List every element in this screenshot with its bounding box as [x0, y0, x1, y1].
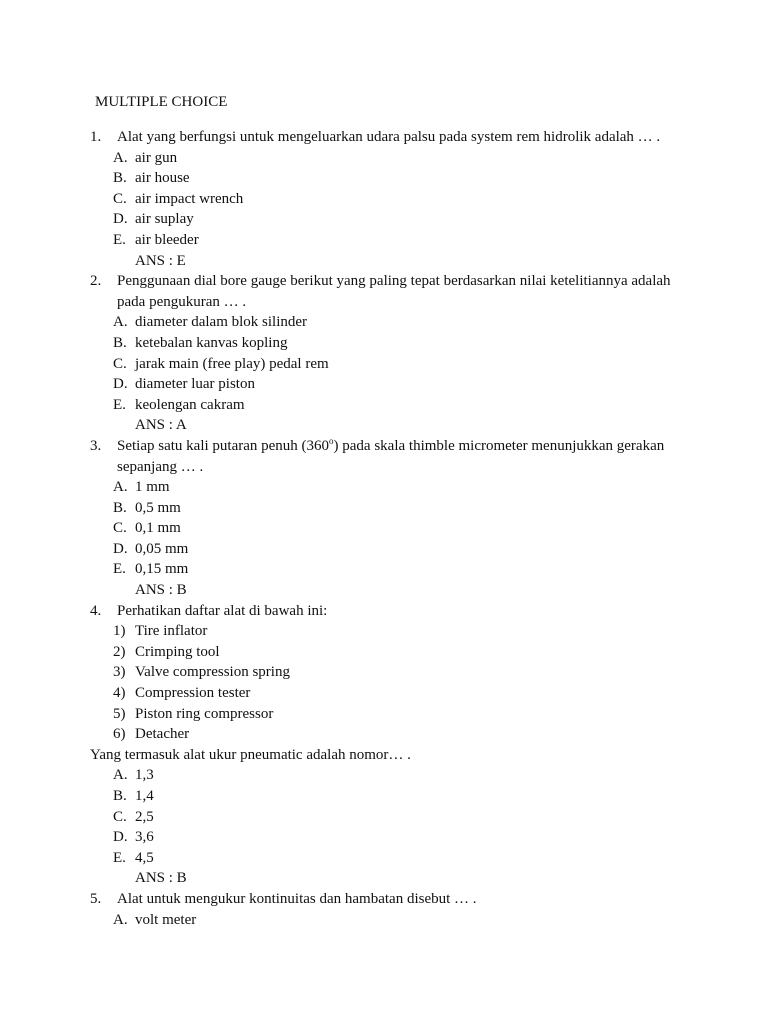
- followup-text: Yang termasuk alat ukur pneumatic adalah nomor… .: [90, 746, 411, 763]
- option-letter: D.: [113, 540, 128, 557]
- tool-list-number: 3): [113, 664, 126, 681]
- option-a: [0, 477, 768, 498]
- option-text: 3,6: [135, 829, 154, 846]
- tool-list-text: Valve compression spring: [135, 664, 290, 681]
- degree-superscript: o: [329, 435, 334, 446]
- question-text-continued: sepanjang … .: [117, 458, 204, 475]
- question-text: Alat untuk mengukur kontinuitas dan hambatan disebut … .: [117, 890, 477, 907]
- answer-key: [0, 580, 768, 601]
- tool-list-number: 4): [113, 685, 126, 702]
- option-e: [0, 848, 768, 869]
- option-letter: A.: [113, 767, 128, 784]
- option-text: air impact wrench: [135, 190, 244, 207]
- question-text: Alat yang berfungsi untuk mengeluarkan udara palsu pada system rem hidrolik adalah … .: [117, 129, 661, 145]
- question-text-part: ) pada skala thimble micrometer menunjukkan gerakan: [333, 437, 665, 454]
- question-4-followup: [0, 745, 768, 766]
- answer-key: [0, 868, 768, 889]
- question-text-part: Setiap satu kali putaran penuh (360: [117, 437, 330, 454]
- option-letter: A.: [113, 911, 128, 928]
- tool-list-number: 5): [113, 705, 126, 722]
- option-text: air bleeder: [135, 231, 199, 248]
- option-a: [0, 765, 768, 786]
- option-c: [0, 354, 768, 375]
- tool-list-number: 6): [113, 726, 126, 743]
- option-letter: A.: [113, 149, 128, 166]
- tool-list-number: 2): [113, 643, 126, 660]
- question-1-stem: [0, 127, 768, 148]
- option-text: jarak main (free play) pedal rem: [135, 355, 329, 372]
- option-text: air suplay: [135, 211, 194, 228]
- option-b: [0, 786, 768, 807]
- question-text: [117, 436, 664, 457]
- option-text: volt meter: [135, 911, 197, 928]
- tool-list-item: [0, 683, 768, 704]
- question-3-stem-continued: [0, 457, 768, 478]
- question-2-stem: [0, 271, 768, 292]
- question-number: 2.: [90, 273, 102, 290]
- option-letter: A.: [113, 314, 128, 331]
- tool-list-item: [0, 724, 768, 745]
- option-b: [0, 333, 768, 354]
- answer-text: ANS : A: [135, 417, 187, 434]
- option-text: air gun: [135, 149, 178, 166]
- answer-key: [0, 251, 768, 272]
- tool-list-text: Piston ring compressor: [135, 705, 274, 722]
- question-text-continued: pada pengukuran … .: [117, 293, 247, 310]
- option-a: [0, 148, 768, 169]
- option-letter: C.: [113, 808, 127, 825]
- option-letter: B.: [113, 170, 127, 187]
- option-c: [0, 189, 768, 210]
- option-c: [0, 518, 768, 539]
- question-2-stem-continued: [0, 292, 768, 313]
- option-text: 0,15 mm: [135, 561, 189, 578]
- option-letter: C.: [113, 355, 127, 372]
- option-text: 4,5: [135, 849, 154, 866]
- tool-list-item: [0, 704, 768, 725]
- answer-text: ANS : B: [135, 582, 187, 599]
- tool-list-text: Detacher: [135, 726, 190, 743]
- tool-list-number: 1): [113, 623, 126, 640]
- question-text: Perhatikan daftar alat di bawah ini:: [117, 602, 328, 619]
- tool-list-item: [0, 621, 768, 642]
- option-b: [0, 168, 768, 189]
- option-text: diameter dalam blok silinder: [135, 314, 308, 331]
- option-text: 0,1 mm: [135, 520, 181, 537]
- question-3-stem: [0, 436, 768, 457]
- option-d: [0, 209, 768, 230]
- option-text: keolengan cakram: [135, 396, 245, 413]
- tool-list-text: Tire inflator: [135, 623, 208, 640]
- option-text: 0,5 mm: [135, 499, 181, 516]
- option-letter: E.: [113, 561, 126, 578]
- option-letter: A.: [113, 479, 128, 496]
- question-list: [0, 127, 768, 930]
- option-letter: C.: [113, 520, 127, 537]
- option-e: [0, 395, 768, 416]
- option-e: [0, 230, 768, 251]
- tool-list-text: Crimping tool: [135, 643, 220, 660]
- tool-list-item: [0, 642, 768, 663]
- option-letter: D.: [113, 211, 128, 228]
- option-text: ketebalan kanvas kopling: [135, 334, 288, 351]
- option-letter: E.: [113, 396, 126, 413]
- option-text: 1,3: [135, 767, 154, 784]
- option-c: [0, 807, 768, 828]
- option-letter: B.: [113, 788, 127, 804]
- option-letter: D.: [113, 376, 128, 393]
- option-letter: B.: [113, 334, 127, 351]
- option-d: [0, 827, 768, 848]
- answer-text: ANS : B: [135, 870, 187, 887]
- option-text: 1 mm: [135, 479, 170, 496]
- answer-text: ANS : E: [135, 252, 186, 269]
- option-a: [0, 312, 768, 333]
- question-number: 4.: [90, 602, 102, 619]
- option-letter: D.: [113, 829, 128, 846]
- option-letter: C.: [113, 190, 127, 207]
- option-text: 0,05 mm: [135, 540, 189, 557]
- option-letter: B.: [113, 499, 127, 516]
- answer-key: [0, 415, 768, 436]
- option-b: [0, 498, 768, 519]
- option-d: [0, 539, 768, 560]
- option-e: [0, 559, 768, 580]
- question-text: Penggunaan dial bore gauge berikut yang paling tepat berdasarkan nilai ketelitiannya adalah: [117, 273, 671, 290]
- tool-list-text: Compression tester: [135, 685, 251, 702]
- question-number: 1.: [90, 129, 102, 145]
- tool-list-item: [0, 662, 768, 683]
- option-text: 1,4: [135, 788, 154, 804]
- option-letter: E.: [113, 849, 126, 866]
- option-text: air house: [135, 170, 190, 187]
- option-d: [0, 374, 768, 395]
- option-text: 2,5: [135, 808, 154, 825]
- question-number: 3.: [90, 437, 102, 454]
- option-a: [0, 910, 768, 931]
- option-letter: E.: [113, 231, 126, 248]
- option-text: diameter luar piston: [135, 376, 255, 393]
- question-4-stem: [0, 601, 768, 622]
- page-title: MULTIPLE CHOICE: [95, 94, 228, 110]
- question-number: 5.: [90, 890, 102, 907]
- question-5-stem: [0, 889, 768, 910]
